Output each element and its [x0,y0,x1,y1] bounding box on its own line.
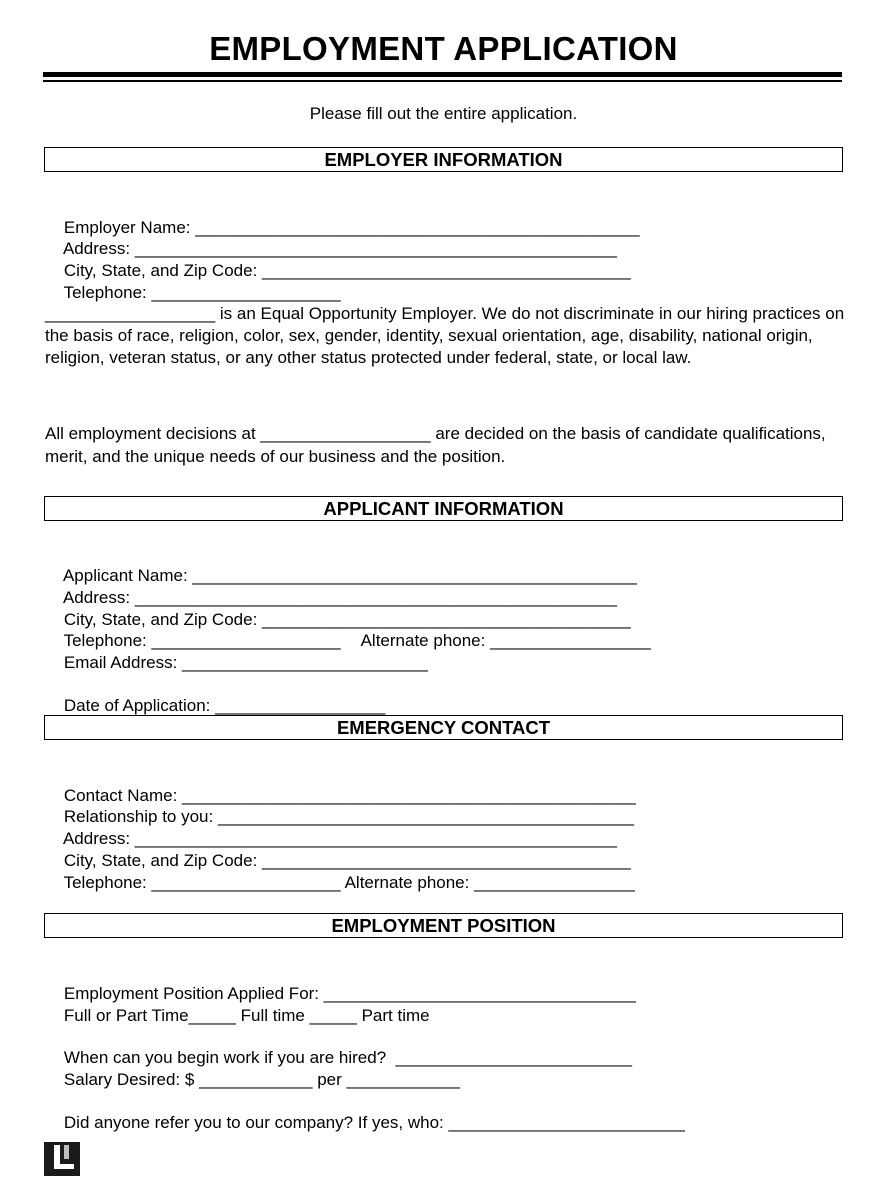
contact-alt-phone-label: Alternate phone: [344,873,475,892]
employer-telephone-field[interactable]: ____________________ [151,283,341,302]
start-date-label: When can you begin work if you are hired? [63,1048,396,1067]
contact-city-label: City, State, and Zip Code: [63,851,263,870]
applicant-email-field[interactable]: __________________________ [182,653,428,672]
eeo-statement: __________________ is an Equal Opportunity Employer. We do not discriminate in our hiring practices on the basis of race, religion, color, sex, gender, identity, sexual orientation, age, disability, national origin, religion, veteran status, or any other status protected under federal, state, or local law. [45,304,845,367]
relationship-label: Relationship to you: [63,807,218,826]
relationship-field[interactable]: ____________________________________________ [217,807,634,826]
position-applied-label: Employment Position Applied For: [63,984,324,1003]
employment-decisions-statement: All employment decisions at __________________ are decided on the basis of candidate qualifications, merit, and the unique needs of our business and the position. [45,424,826,466]
applicant-telephone-label: Telephone: [63,631,152,650]
contact-name-label: Contact Name: [63,786,183,805]
start-date-field[interactable]: _________________________ [395,1048,632,1067]
applicant-email-label: Email Address: [63,653,183,672]
applicant-city-label: City, State, and Zip Code: [63,610,263,629]
logo-mark-icon [44,1142,80,1176]
part-time-label: Part time [356,1006,430,1025]
contact-alt-phone-field[interactable]: _________________ [474,873,635,892]
employer-telephone-label: Telephone: [63,283,152,302]
work-schedule-label: Full or Part Time [63,1006,189,1025]
applicant-name-label: Applicant Name: [62,566,193,585]
applicant-alt-phone-label: Alternate phone: [360,631,491,650]
applicant-address-field[interactable]: ___________________________________________________ [134,588,617,607]
salary-label: Salary Desired: $ [63,1070,200,1089]
applicant-address-label: Address: [62,588,135,607]
referral-label: Did anyone refer you to our company? If yes, who: [63,1113,449,1132]
referral-row [45,1090,685,1156]
application-date-field[interactable]: __________________ [215,696,386,715]
employer-name-label: Employer Name: [63,218,196,237]
employer-name-field[interactable]: _______________________________________________ [195,218,640,237]
applicant-section-heading: APPLICANT INFORMATION [44,496,843,521]
part-time-field[interactable]: _____ [309,1006,357,1025]
brand-logo-icon [44,1142,80,1176]
emergency-section-heading: EMERGENCY CONTACT [44,715,843,740]
position-applied-field[interactable]: _________________________________ [323,984,636,1003]
contact-address-label: Address: [62,829,135,848]
document-title: EMPLOYMENT APPLICATION [209,30,678,67]
employer-address-field[interactable]: ___________________________________________________ [134,239,617,258]
contact-telephone-field[interactable]: ____________________ [151,873,341,892]
title-rule-thick [43,72,842,77]
contact-address-field[interactable]: ___________________________________________________ [134,829,617,848]
employer-section-heading: EMPLOYER INFORMATION [44,147,843,172]
title-rule-thin [43,80,842,82]
applicant-alt-phone-field[interactable]: _________________ [490,631,651,650]
employer-city-label: City, State, and Zip Code: [63,261,263,280]
instruction-text: Please fill out the entire application. [309,104,578,123]
employer-address-label: Address: [62,239,135,258]
application-date-label: Date of Application: [63,696,216,715]
salary-per-label: per [312,1070,347,1089]
full-time-label: Full time [235,1006,310,1025]
contact-city-field[interactable]: _______________________________________ [262,851,631,870]
salary-period-field[interactable]: ____________ [346,1070,460,1089]
salary-amount-field[interactable]: ____________ [199,1070,313,1089]
position-section-heading: EMPLOYMENT POSITION [44,913,843,938]
applicant-telephone-field[interactable]: ____________________ [151,631,341,650]
contact-telephone-row [45,850,635,916]
applicant-city-field[interactable]: _______________________________________ [262,610,631,629]
full-time-field[interactable]: _____ [188,1006,236,1025]
employer-city-field[interactable]: _______________________________________ [262,261,631,280]
applicant-name-field[interactable]: _______________________________________________ [192,566,637,585]
referral-field[interactable]: _________________________ [448,1113,685,1132]
contact-name-field[interactable]: ________________________________________________ [182,786,636,805]
contact-telephone-label: Telephone: [63,873,152,892]
